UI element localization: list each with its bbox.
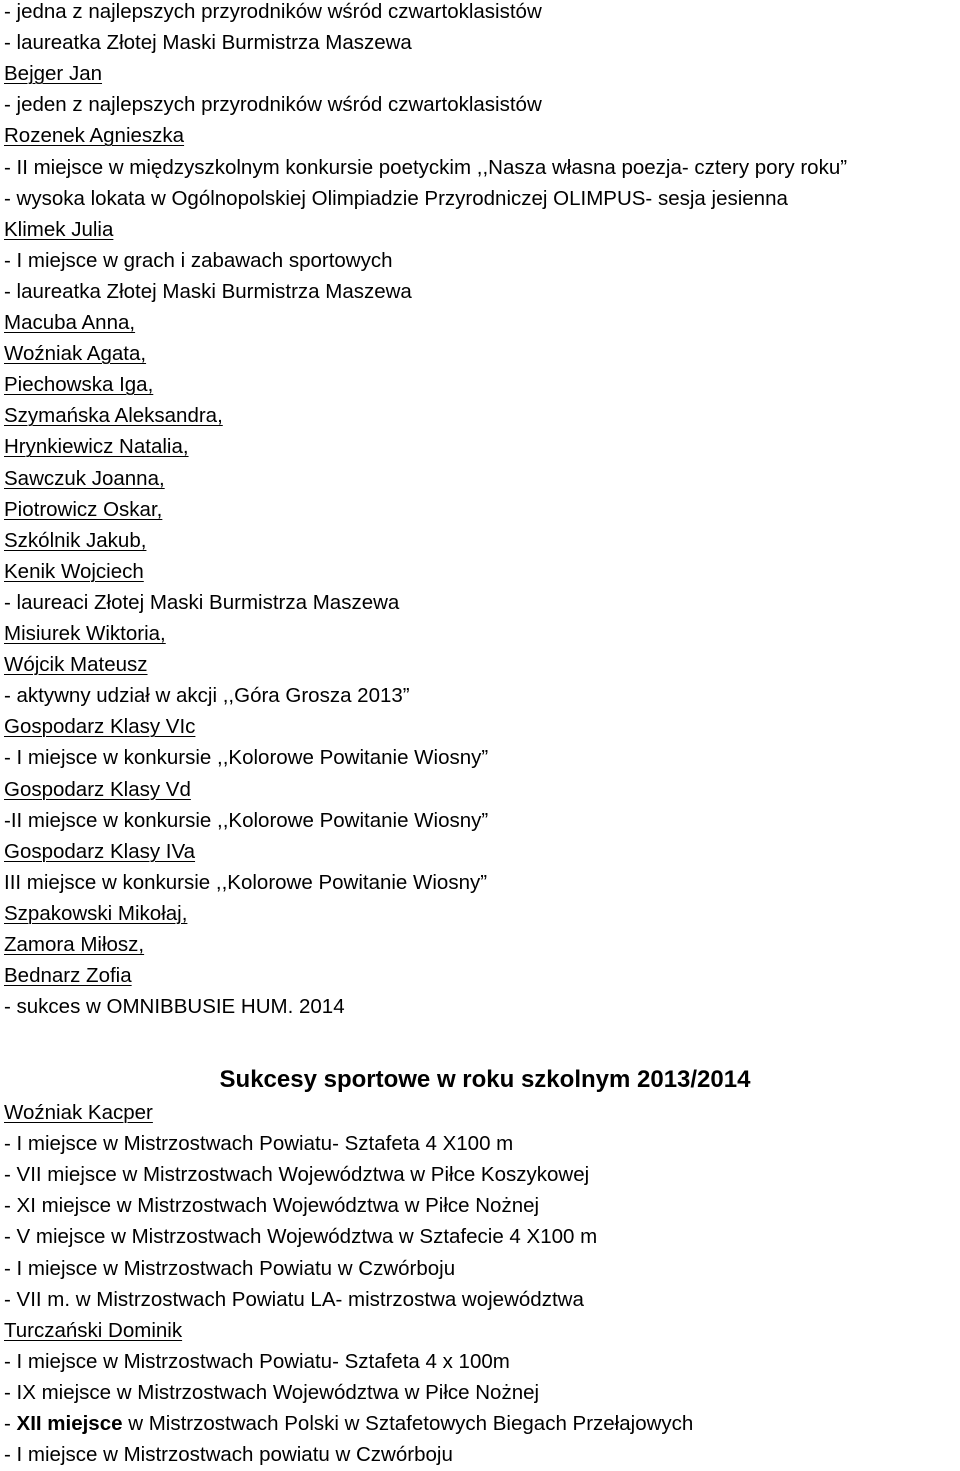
achievement-line xyxy=(4,1222,597,1252)
achievement-line xyxy=(4,277,412,307)
line-text: - I miejsce w grach i zabawach sportowych xyxy=(4,248,393,272)
student-name xyxy=(4,650,148,680)
line-text: - I miejsce w Mistrzostwach Powiatu- Sztafeta 4 X100 m xyxy=(4,1132,514,1156)
student-name xyxy=(4,526,146,556)
line-text: - laureaci Złotej Maski Burmistrza Maszewa xyxy=(4,590,400,614)
achievement-line xyxy=(4,681,410,711)
line-text: - XI miejsce w Mistrzostwach Województwa w Piłce Nożnej xyxy=(4,1194,540,1218)
student-name xyxy=(4,339,146,369)
line-text: - sukces w OMNIBBUSIE HUM. 2014 xyxy=(4,995,345,1019)
achievement-line xyxy=(4,1191,539,1221)
line-text-bold: XII miejsce xyxy=(16,1412,123,1435)
student-name xyxy=(4,899,187,929)
line-text: Hrynkiewicz Natalia, xyxy=(4,435,189,459)
line-text: Zamora Miłosz, xyxy=(4,933,145,956)
line-text: Gospodarz Klasy VIc xyxy=(4,715,196,739)
line-text-rest: w Mistrzostwach Polski w Sztafetowych Biegach Przełajowych xyxy=(122,1412,694,1435)
line-text: - VII miejsce w Mistrzostwach Województwa w Piłce Koszykowej xyxy=(4,1163,590,1187)
achievement-line xyxy=(4,0,542,27)
student-name xyxy=(4,930,144,960)
line-text: -II miejsce w konkursie ,,Kolorowe Powitanie Wiosny” xyxy=(4,808,489,832)
line-text: - I miejsce w Mistrzostwach powiatu w Czwórboju xyxy=(4,1443,453,1467)
student-name xyxy=(4,308,135,338)
line-text: Szpakowski Mikołaj, xyxy=(4,901,188,925)
sports-achievements-heading: Sukcesy sportowe w roku szkolnym 2013/2014 xyxy=(219,1066,751,1093)
line-text: - II miejsce w międzyszkolnym konkursie poetyckim ,,Nasza własna poezja- cztery pory roku” xyxy=(4,155,848,179)
line-text: Turczański Dominik xyxy=(4,1318,183,1342)
student-name xyxy=(4,432,189,462)
student-name xyxy=(4,495,162,525)
line-text: - I miejsce w Mistrzostwach Powiatu- Sztafeta 4 x 100m xyxy=(4,1349,510,1373)
line-text: - jeden z najlepszych przyrodników wśród czwartoklasistów xyxy=(4,93,542,117)
line-text: Sawczuk Joanna, xyxy=(4,466,165,490)
line-text: Klimek Julia xyxy=(4,217,114,241)
line-text: Kenik Wojciech xyxy=(4,559,144,583)
achievement-line xyxy=(4,1409,693,1439)
achievement-line xyxy=(4,28,412,58)
achievement-line xyxy=(4,1254,455,1284)
line-text: - V miejsce w Mistrzostwach Województwa w Sztafecie 4 X100 m xyxy=(4,1225,598,1249)
achievement-line xyxy=(4,1347,510,1377)
achievement-line xyxy=(4,153,847,183)
line-text: - laureatka Złotej Maski Burmistrza Maszewa xyxy=(4,279,412,303)
achievement-line xyxy=(4,806,488,836)
line-text: III miejsce w konkursie ,,Kolorowe Powitanie Wiosny” xyxy=(4,870,488,894)
line-text: - wysoka lokata w Ogólnopolskiej Olimpiadzie Przyrodniczej OLIMPUS- sesja jesienna xyxy=(4,186,788,210)
line-text: - VII m. w Mistrzostwach Powiatu LA- mistrzostwa województwa xyxy=(4,1287,584,1311)
student-name xyxy=(4,464,165,494)
student-name xyxy=(4,1316,182,1346)
achievement-line xyxy=(4,1285,584,1315)
achievement-line xyxy=(4,1160,589,1190)
achievement-line xyxy=(4,246,393,276)
line-text: Szkólnik Jakub, xyxy=(4,528,147,552)
achievement-line xyxy=(4,1378,539,1408)
line-text: - laureatka Złotej Maski Burmistrza Maszewa xyxy=(4,31,412,55)
achievement-line xyxy=(4,184,788,214)
achievement-line xyxy=(4,743,488,773)
student-name xyxy=(4,961,132,991)
student-name xyxy=(4,1098,153,1128)
line-text: Misiurek Wiktoria, xyxy=(4,622,166,645)
line-text: - jedna z najlepszych przyrodników wśród czwartoklasistów xyxy=(4,0,542,23)
student-name xyxy=(4,121,184,151)
achievement-line xyxy=(4,1440,453,1470)
line-text: - I miejsce w Mistrzostwach Powiatu w Czwórboju xyxy=(4,1256,456,1280)
line-text: Piotrowicz Oskar, xyxy=(4,497,163,521)
line-text: Woźniak Agata, xyxy=(4,342,147,366)
line-text: Bejger Jan xyxy=(4,62,103,86)
line-text: Macuba Anna, xyxy=(4,311,136,334)
line-text: Piechowska Iga, xyxy=(4,373,154,397)
line-text: - IX miejsce w Mistrzostwach Województwa w Piłce Nożnej xyxy=(4,1380,540,1404)
line-text: Wójcik Mateusz xyxy=(4,653,148,677)
line-text: Rozenek Agnieszka xyxy=(4,124,185,148)
line-text: - aktywny udział w akcji ,,Góra Grosza 2013” xyxy=(4,684,410,708)
student-name xyxy=(4,619,166,649)
achievement-line xyxy=(4,992,345,1022)
student-name xyxy=(4,837,195,867)
achievement-line xyxy=(4,588,399,618)
achievement-line xyxy=(4,90,542,120)
achievement-line xyxy=(4,1129,513,1159)
student-name xyxy=(4,59,102,89)
line-text: Szymańska Aleksandra, xyxy=(4,404,223,428)
line-text: - xyxy=(4,1412,17,1435)
line-text: Woźniak Kacper xyxy=(4,1101,153,1124)
student-name xyxy=(4,401,223,431)
line-text: Gospodarz Klasy Vd xyxy=(4,777,191,801)
student-name xyxy=(4,712,195,742)
line-text: Gospodarz Klasy IVa xyxy=(4,839,196,863)
student-name xyxy=(4,215,113,245)
student-name xyxy=(4,370,153,400)
student-name xyxy=(4,775,191,805)
line-text: - I miejsce w konkursie ,,Kolorowe Powitanie Wiosny” xyxy=(4,746,489,770)
line-text: Bednarz Zofia xyxy=(4,964,132,988)
achievement-line xyxy=(4,868,487,898)
student-name xyxy=(4,557,144,587)
